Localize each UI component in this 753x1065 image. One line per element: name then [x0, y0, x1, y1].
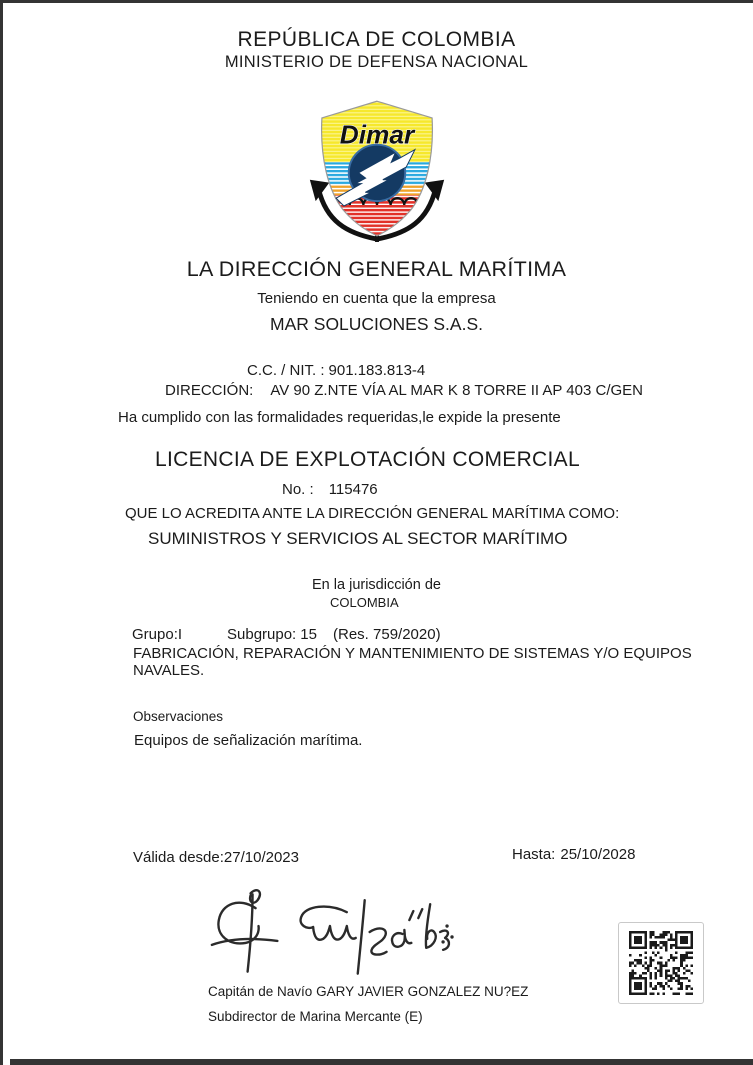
license-activity: SUMINISTROS Y SERVICIOS AL SECTOR MARÍTIMO	[148, 529, 568, 548]
page-left-border	[0, 0, 3, 1065]
intro-line: Teniendo en cuenta que la empresa	[257, 290, 496, 307]
qr-code-icon	[629, 931, 693, 995]
dimar-wordmark: Dimar	[339, 119, 415, 150]
address-line	[165, 382, 643, 399]
license-number-value: 115476	[328, 481, 378, 498]
address-label: DIRECCIÓN:	[165, 382, 254, 399]
dimar-shield-anchor-icon	[299, 96, 455, 242]
license-number-line	[282, 481, 378, 498]
subgroup-field	[227, 626, 317, 643]
observations-text: Equipos de señalización marítima.	[134, 732, 363, 749]
ministry-title: MINISTERIO DE DEFENSA NACIONAL	[224, 53, 529, 71]
qr-code	[618, 922, 704, 1004]
valid-to-value: 25/10/2028	[560, 846, 636, 863]
subgroup-label: Subgrupo:	[227, 626, 297, 643]
nit-value: 901.183.813-4	[328, 362, 426, 379]
group-field	[132, 626, 182, 643]
jurisdiction-label: En la jurisdicción de	[312, 577, 441, 593]
license-title: LICENCIA DE EXPLOTACIÓN COMERCIAL	[155, 448, 580, 471]
handwritten-signature-icon	[196, 882, 454, 977]
page-top-border	[0, 0, 753, 3]
address-value: AV 90 Z.NTE VÍA AL MAR K 8 TORRE II AP 403 C/GEN	[270, 382, 643, 399]
signer-name: Capitán de Navío GARY JAVIER GONZALEZ NU?EZ	[208, 984, 529, 999]
signature	[196, 882, 454, 977]
compliance-note: Ha cumplido con las formalidades requeridas,le expide la presente	[118, 409, 561, 426]
classification-description-line1: FABRICACIÓN, REPARACIÓN Y MANTENIMIENTO DE SISTEMAS Y/O EQUIPOS	[133, 645, 692, 662]
valid-to-line	[512, 846, 635, 863]
dimar-logo	[299, 96, 455, 242]
nit-line	[247, 362, 425, 379]
observations-label: Observaciones	[133, 709, 224, 724]
group-label: Grupo:	[132, 626, 178, 643]
company-name: MAR SOLUCIONES S.A.S.	[270, 314, 483, 334]
signer-role: Subdirector de Marina Mercante (E)	[208, 1009, 423, 1024]
resolution-ref: (Res. 759/2020)	[333, 626, 441, 643]
subgroup-value: 15	[300, 626, 317, 643]
group-value: I	[177, 626, 183, 643]
license-number-label: No. :	[282, 481, 314, 498]
country-title: REPÚBLICA DE COLOMBIA	[237, 28, 516, 51]
classification-description-line2: NAVALES.	[133, 662, 205, 679]
nit-label: C.C. / NIT. :	[247, 362, 325, 379]
valid-from-line	[133, 849, 299, 866]
classification-row	[0, 626, 753, 642]
valid-to-label: Hasta:	[512, 846, 556, 863]
jurisdiction-value: COLOMBIA	[330, 595, 399, 610]
accreditation-line: QUE LO ACREDITA ANTE LA DIRECCIÓN GENERAL MARÍTIMA COMO:	[125, 505, 620, 522]
authority-title: LA DIRECCIÓN GENERAL MARÍTIMA	[186, 257, 567, 281]
valid-from-value: 27/10/2023	[223, 849, 299, 866]
page-bottom-border	[10, 1059, 753, 1065]
valid-from-label: Válida desde:	[133, 849, 224, 866]
